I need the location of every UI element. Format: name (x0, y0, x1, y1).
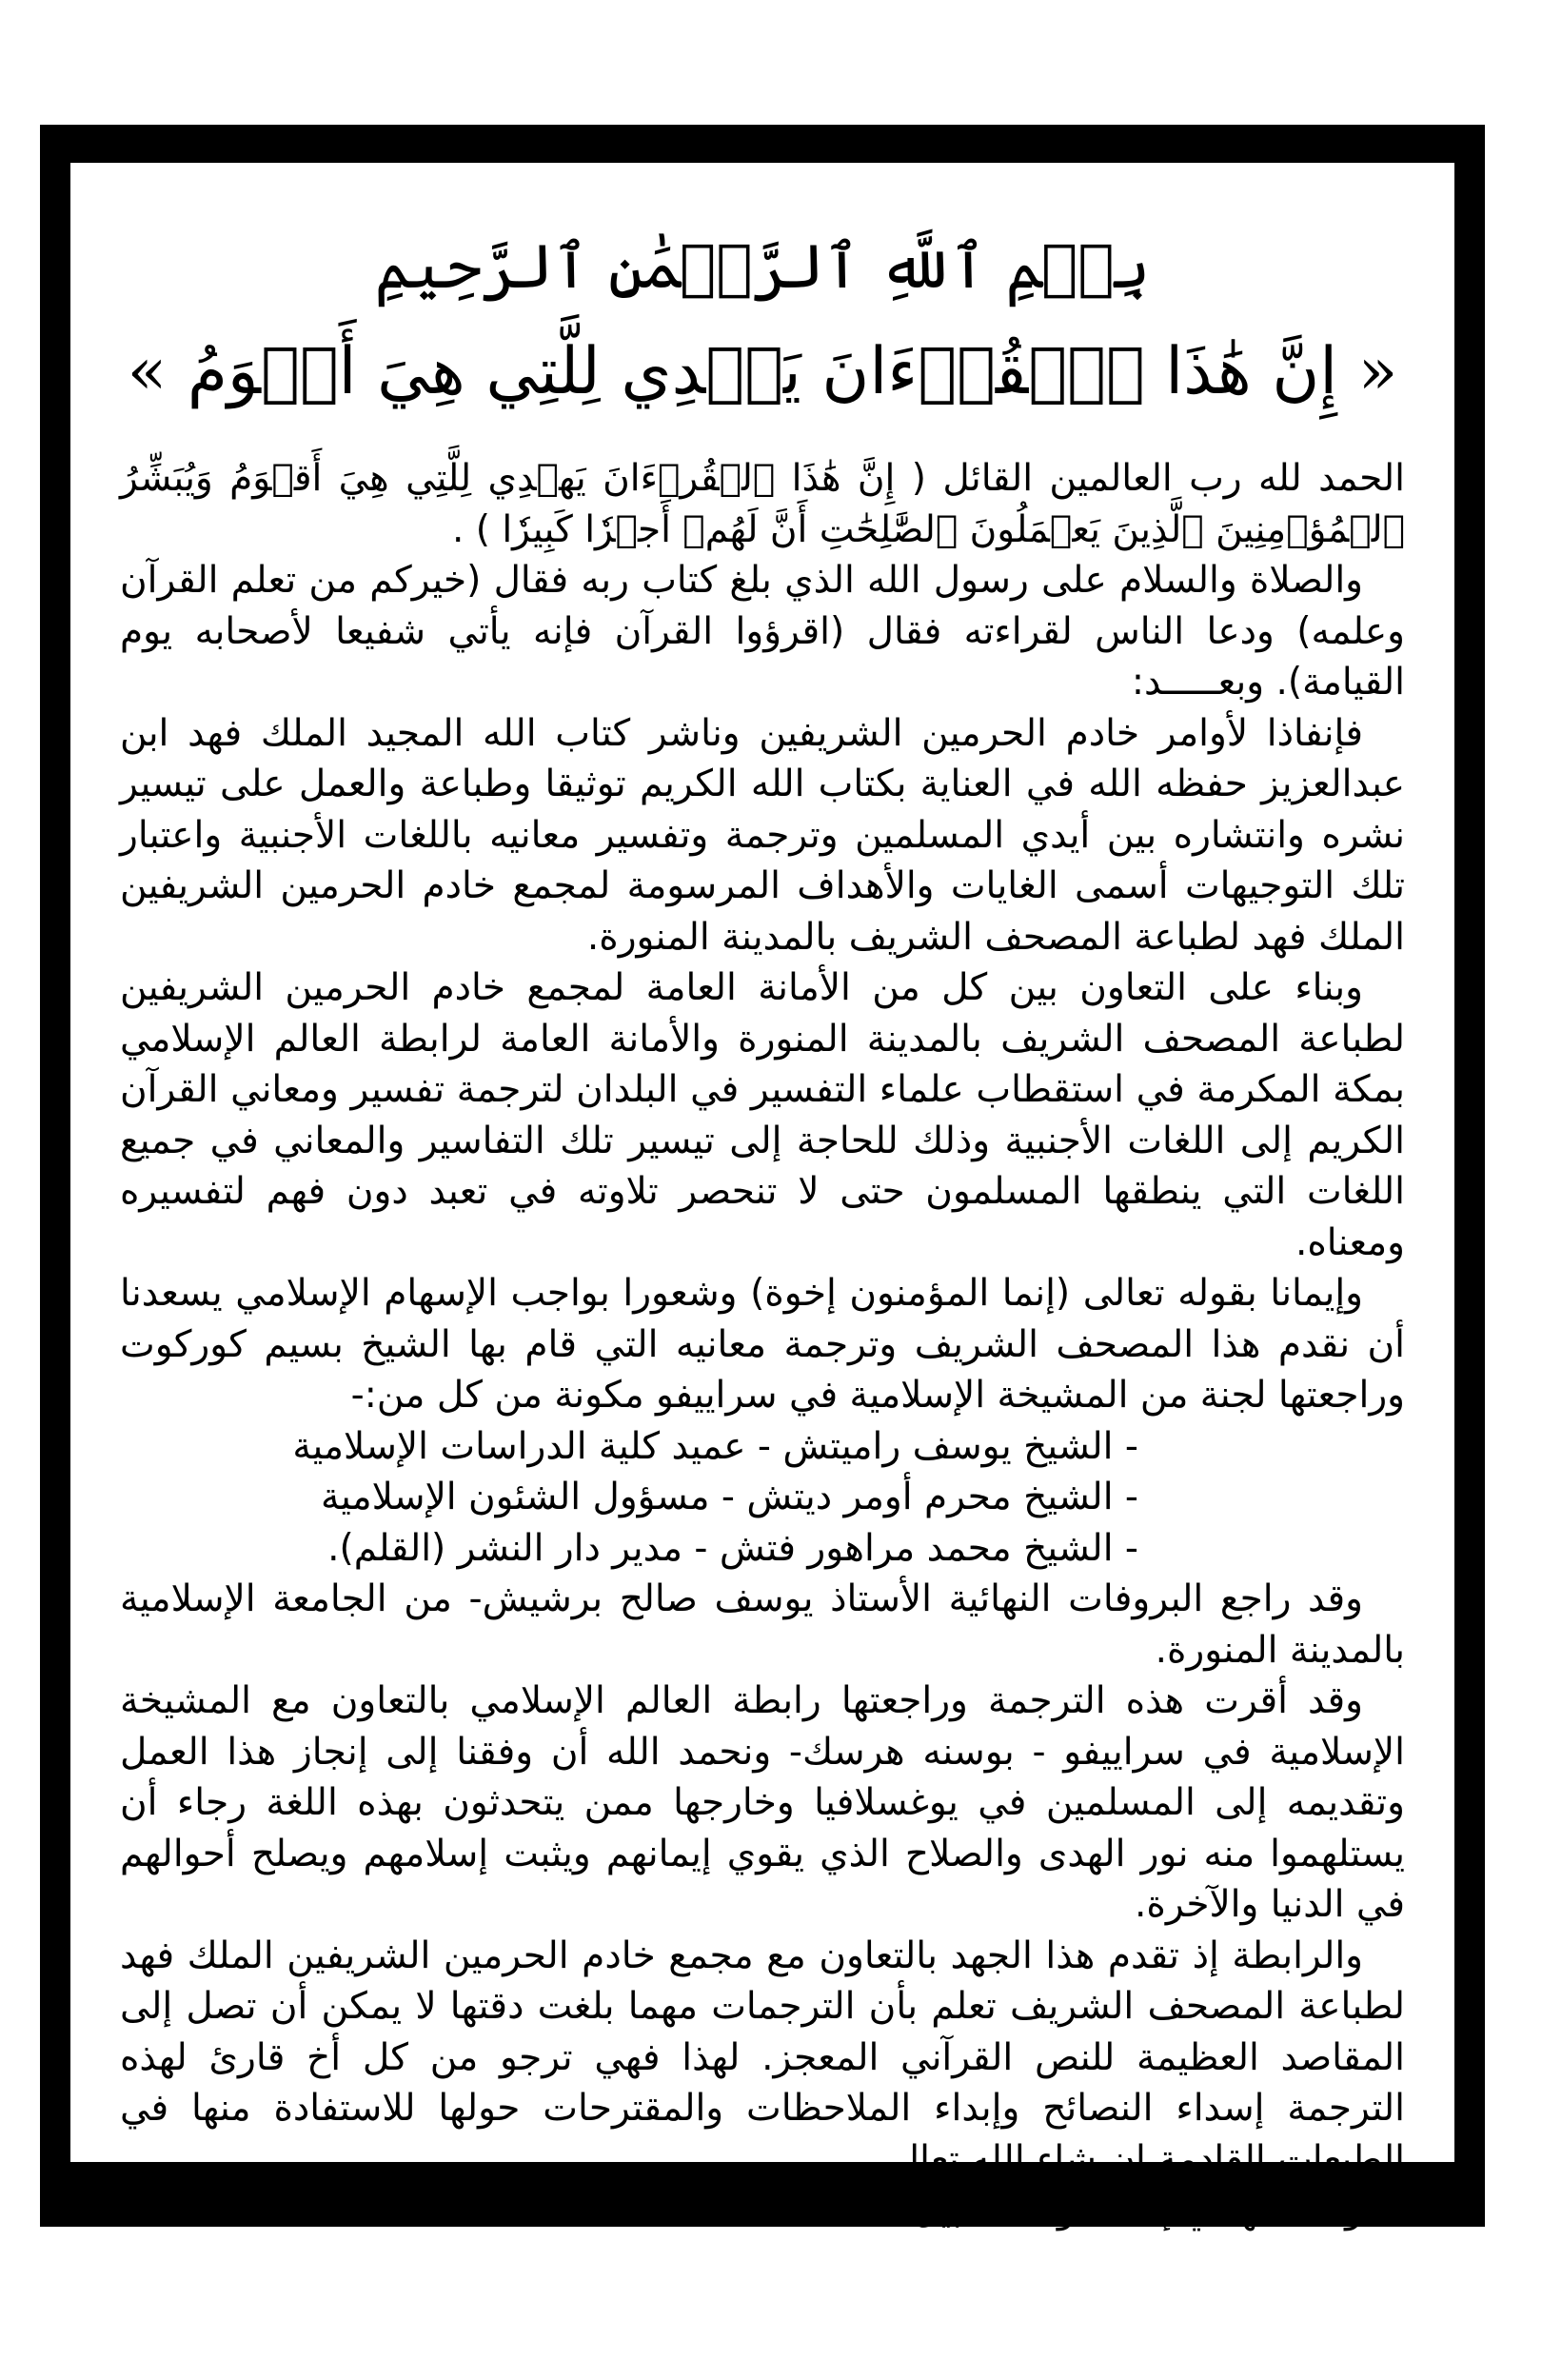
list-item: - الشيخ محرم أومر ديتش - مسؤول الشئون الإسلامية (321, 1476, 1138, 1518)
document-body (120, 453, 1405, 2236)
paragraph-translation: وإيمانا بقوله تعالى (إنما المؤمنون إخوة) وشعورا بواجب الإسهام الإسلامي يسعدنا أن نقدم هذا المصحف الشريف وترجمة معانيه التي قام بها الشيخ بسيم كوركوت وراجعتها لجنة من المشيخة الإسلامية في سراييفو مكونة من كل من:- (120, 1272, 1405, 1417)
page-border (40, 125, 1485, 2231)
closing-line: والله الهادي إلى سواء السبيل. (900, 2189, 1363, 2231)
basmala: بِسۡمِ ٱللَّهِ ٱلرَّحۡمَٰنِ ٱلرَّحِيمِ (374, 232, 1151, 303)
paragraph-cooperation: وبناء على التعاون بين كل من الأمانة العامة لمجمع خادم الحرمين الشريفين لطباعة المصحف الشريف بالمدينة المنورة والأمانة العامة لرابطة العالم الإسلامي بمكة المكرمة في استقطاب علماء التفسير في البلدان لترجمة تفسير ومعاني القرآن الكريم إلى اللغات الأجنبية وذلك للحاجة إلى تيسير تلك التفاسير والمعاني في جميع اللغات التي ينطقها المسلمون حتى لا تنحصر تلاوته في تعبد دون فهم لتفسيره ومعناه. (120, 966, 1405, 1264)
quran-verse-heading: « إِنَّ هَٰذَا ٱلۡقُرۡءَانَ يَهۡدِي لِلَّتِي هِيَ أَقۡوَمُ » (127, 334, 1398, 409)
paragraph-salat: والصلاة والسلام على رسول الله الذي بلغ كتاب ربه فقال (خيركم من تعلم القرآن وعلمه) ودعا الناس لقراءته فقال (اقرؤوا القرآن فإنه يأتي شفيعا لأصحابه يوم القيامة). وبعـــــد: (120, 559, 1405, 704)
paragraph-praise: الحمد لله رب العالمين القائل ( إِنَّ هَٰذَا ٱلۡقُرۡءَانَ يَهۡدِي لِلَّتِي هِيَ أَقۡوَمُ وَيُبَشِّرُ ٱلۡمُؤۡمِنِينَ ٱلَّذِينَ يَعۡمَلُونَ ٱلصَّٰلِحَٰتِ أَنَّ لَهُمۡ أَجۡرٗا كَبِيرٗا ) . (120, 457, 1405, 551)
committee-list (120, 1421, 1405, 1575)
paragraph-royal-directive: فإنفاذا لأوامر خادم الحرمين الشريفين وناشر كتاب الله المجيد الملك فهد ابن عبدالعزيز حفظه الله في العناية بكتاب الله الكريم توثيقا وطباعة والعمل على تيسير نشره وانتشاره بين أيدي المسلمين وترجمة وتفسير معانيه باللغات الأجنبية واعتبار تلك التوجيهات أسمى الغايات والأهداف المرسومة لمجمع خادم الحرمين الشريفين الملك فهد لطباعة المصحف الشريف بالمدينة المنورة. (120, 711, 1405, 959)
page-sheet (70, 163, 1454, 2231)
list-item: - الشيخ يوسف راميتش - عميد كلية الدراسات الإسلامية (292, 1424, 1138, 1468)
paragraph-proofreading: وقد راجع البروفات النهائية الأستاذ يوسف صالح برشيش- من الجامعة الإسلامية بالمدينة المنورة. (120, 1577, 1405, 1672)
paragraph-league: والرابطة إذ تقدم هذا الجهد بالتعاون مع مجمع خادم الحرمين الشريفين الملك فهد لطباعة المصحف الشريف تعلم بأن الترجمات مهما بلغت دقتها لا يمكن أن تصل إلى المقاصد العظيمة للنص القرآني المعجز. لهذا فهي ترجو من كل أخ قارئ لهذه الترجمة إسداء النصائح وإبداء الملاحظات والمقترحات حولها للاستفادة منها في الطبعات القادمة إن شاء الله تعالى. (120, 1934, 1405, 2181)
paragraph-approval: وقد أقرت هذه الترجمة وراجعتها رابطة العالم الإسلامي بالتعاون مع المشيخة الإسلامية في سراييفو - بوسنه هرسك- ونحمد الله أن وفقنا إلى إنجاز هذا العمل وتقديمه إلى المسلمين في يوغسلافيا وخارجها ممن يتحدثون بهذه اللغة رجاء أن يستلهموا منه نور الهدى والصلاح الذي يقوي إيمانهم ويثبت إسلامهم ويصلح أحوالهم في الدنيا والآخرة. (120, 1679, 1405, 1926)
list-item: - الشيخ محمد مراهور فتش - مدير دار النشر (القلم). (327, 1526, 1138, 1570)
